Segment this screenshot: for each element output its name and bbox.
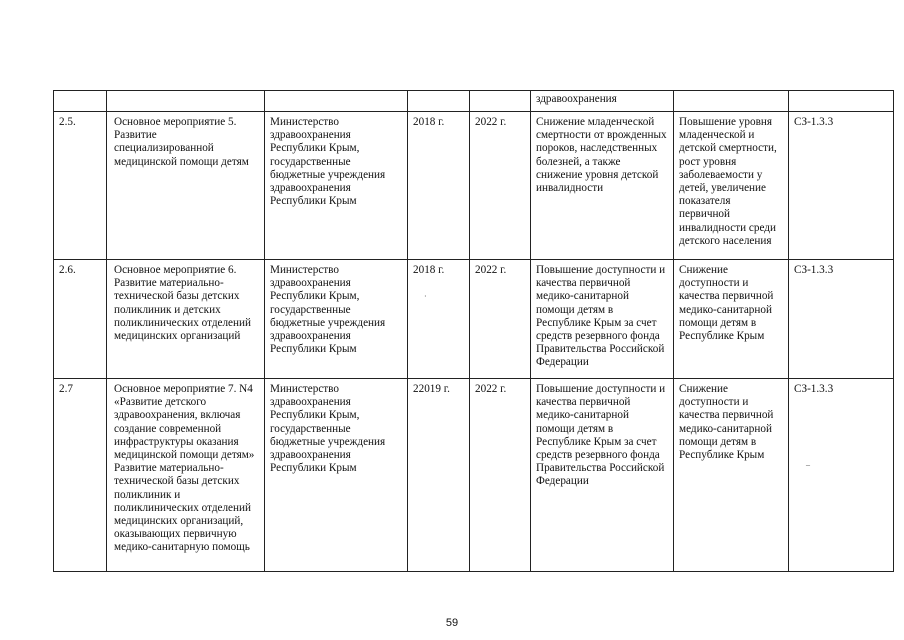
table-row bbox=[54, 379, 894, 572]
cell-link: СЗ-1.3.3 bbox=[789, 260, 894, 379]
cell-executor: Министерство здравоохранения Республики Крым, государственные бюджетные учреждения здравоохранения Республики Крым bbox=[265, 379, 408, 572]
cell-start bbox=[408, 91, 470, 112]
cell-executor: Министерство здравоохранения Республики Крым, государственные бюджетные учреждения здравоохранения Республики Крым bbox=[265, 112, 408, 260]
cell-measure: Основное мероприятие 7. N4 «Развитие детского здравоохранения, включая создание современной инфраструктуры оказания медицинской помощи детям» Развитие материально-технической базы детских поликлиник и поликлинических отделений медицинских организаций, оказывающих первичную медико-санитарную помощь bbox=[107, 379, 265, 572]
cell-number: 2.7 bbox=[54, 379, 107, 572]
cell-consequence: Повышение уровня младенческой и детской смертности, рост уровня заболеваемости у детей, увеличение показателя первичной инвалидности среди детского населения bbox=[674, 112, 789, 260]
cell-end bbox=[470, 91, 531, 112]
measures-table bbox=[53, 90, 894, 572]
cell-end: 2022 г. bbox=[470, 379, 531, 572]
cell-end: 2022 г. bbox=[470, 112, 531, 260]
cell-result: Повышение доступности и качества первичной медико-санитарной помощи детям в Республике Крым за счет средств резервного фонда Правительства Российской Федерации bbox=[531, 260, 674, 379]
cell-consequence: Снижение доступности и качества первичной медико-санитарной помощи детям в Республике Крым bbox=[674, 379, 789, 572]
table-row bbox=[54, 112, 894, 260]
cell-executor: Министерство здравоохранения Республики Крым, государственные бюджетные учреждения здравоохранения Республики Крым bbox=[265, 260, 408, 379]
table-row-continuation bbox=[54, 91, 894, 112]
cell-result: Повышение доступности и качества первичной медико-санитарной помощи детям в Республике Крым за счет средств резервного фонда Правительства Российской Федерации bbox=[531, 379, 674, 572]
scan-speck: · bbox=[424, 292, 427, 301]
cell-start: 2018 г. bbox=[408, 260, 470, 379]
table-row bbox=[54, 260, 894, 379]
cell-end: 2022 г. bbox=[470, 260, 531, 379]
cell-start: 2018 г. bbox=[408, 112, 470, 260]
cell-executor bbox=[265, 91, 408, 112]
cell-number: 2.6. bbox=[54, 260, 107, 379]
cell-link: СЗ-1.3.3 bbox=[789, 379, 894, 572]
cell-number: 2.5. bbox=[54, 112, 107, 260]
cell-link bbox=[789, 91, 894, 112]
cell-start: 22019 г. bbox=[408, 379, 470, 572]
cell-measure: Основное мероприятие 5. Развитие специализированной медицинской помощи детям bbox=[107, 112, 265, 260]
page-number: 59 bbox=[445, 617, 459, 629]
cell-number bbox=[54, 91, 107, 112]
cell-result: здравоохранения bbox=[531, 91, 674, 112]
cell-result: Снижение младенческой смертности от врожденных пороков, наследственных болезней, а также снижение уровня детской инвалидности bbox=[531, 112, 674, 260]
cell-consequence bbox=[674, 91, 789, 112]
cell-link: СЗ-1.3.3 bbox=[789, 112, 894, 260]
scan-speck: – bbox=[806, 460, 810, 469]
cell-measure: Основное мероприятие 6. Развитие материально-технической базы детских поликлиник и детских поликлинических отделений медицинских организаций bbox=[107, 260, 265, 379]
cell-consequence: Снижение доступности и качества первичной медико-санитарной помощи детям в Республике Крым bbox=[674, 260, 789, 379]
cell-measure bbox=[107, 91, 265, 112]
